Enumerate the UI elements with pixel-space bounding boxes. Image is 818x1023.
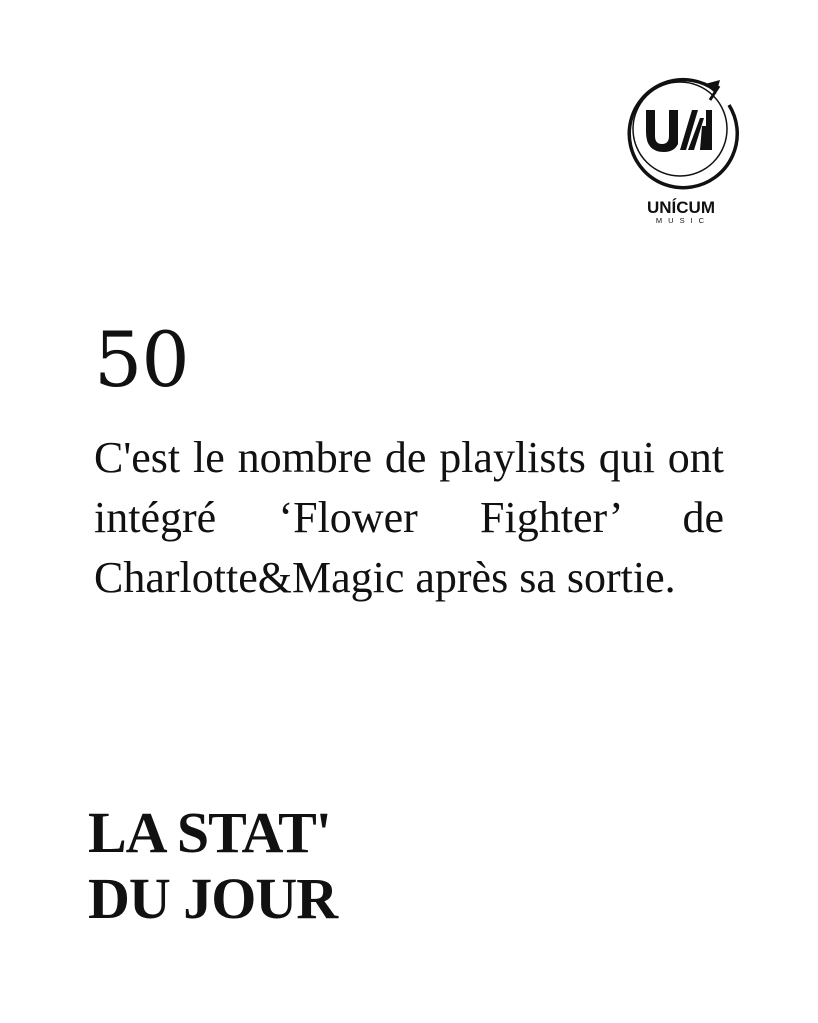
- headline-line-1: LA STAT': [88, 800, 331, 865]
- headline-line-2: DU JOUR: [88, 866, 338, 931]
- stat-description: C'est le nombre de playlists qui ont intégré ‘Flower Fighter’ de Charlotte&Magic après sa sortie.: [94, 433, 724, 602]
- unicum-music-logo: [622, 70, 742, 230]
- stat-number: 50: [94, 315, 189, 404]
- headline: [88, 800, 337, 932]
- unicum-logo-icon: [622, 70, 742, 230]
- brand-tagline: MUSIC: [655, 216, 711, 225]
- brand-name: UNÍCUM: [647, 198, 715, 217]
